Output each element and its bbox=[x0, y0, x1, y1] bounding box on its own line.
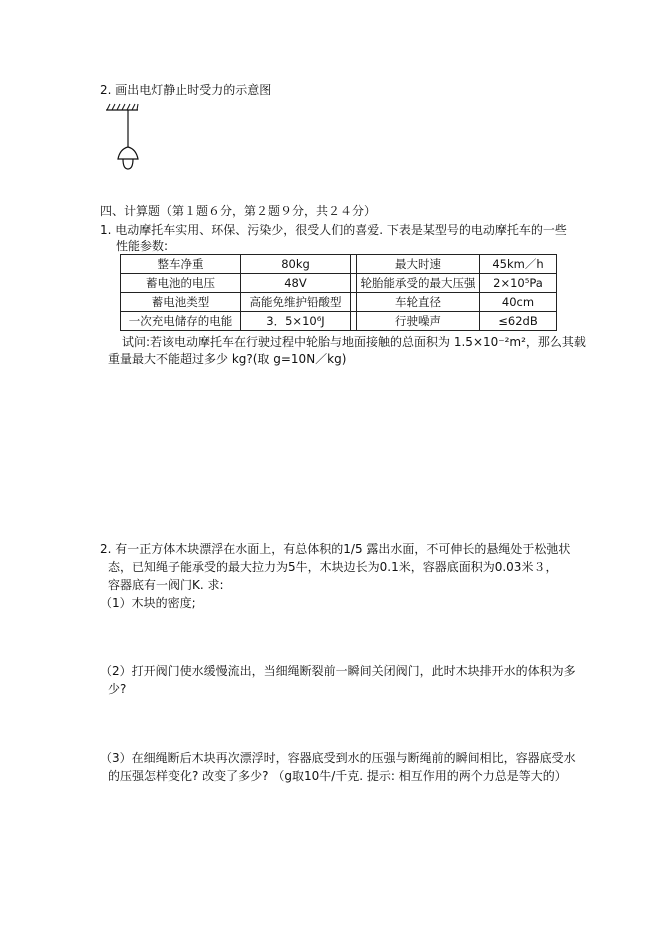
problem2-sub3-line1: （3）在细绳断后木块再次漂浮时，容器底受到水的压强与断绳前的瞬间相比，容器底受水 bbox=[100, 751, 576, 765]
table-row bbox=[121, 274, 557, 293]
problem2-line1: 2. 有一正方体木块漂浮在水面上，有总体积的1/5 露出水面，不可伸长的悬绳处于松弛状 bbox=[100, 542, 571, 556]
table-cell: 高能免维护铅酸型 bbox=[241, 293, 351, 312]
problem2-line3: 容器底有一阀门K. 求: bbox=[108, 578, 224, 592]
table-cell: 3．5×10⁶J bbox=[241, 312, 351, 331]
problem1-question-line1: 试问:若该电动摩托车在行驶过程中轮胎与地面接触的总面积为 1.5×10⁻²m²，那么其载 bbox=[122, 335, 586, 349]
table-cell: 蓄电池的电压 bbox=[121, 274, 241, 293]
q2-draw-title: 2. 画出电灯静止时受力的示意图 bbox=[100, 83, 272, 97]
problem1-line2: 性能参数: bbox=[116, 239, 169, 253]
table-cell: 车轮直径 bbox=[357, 293, 480, 312]
table-cell: 2×10⁵Pa bbox=[480, 274, 557, 293]
table-cell: 蓄电池类型 bbox=[121, 293, 241, 312]
problem2-sub2-line2: 少? bbox=[108, 682, 127, 696]
problem1-line1: 1. 电动摩托车实用、环保、污染少，很受人们的喜爱. 下表是某型号的电动摩托车的一些 bbox=[100, 223, 567, 237]
problem2-sub2-line1: （2）打开阀门使水缓慢流出，当细绳断裂前一瞬间关闭阀门，此时木块排开水的体积为多 bbox=[100, 664, 576, 678]
table-row bbox=[121, 312, 557, 331]
table-cell: 40cm bbox=[480, 293, 557, 312]
table-cell: 80kg bbox=[241, 255, 351, 274]
performance-table bbox=[120, 254, 557, 331]
table-cell: 行驶噪声 bbox=[357, 312, 480, 331]
problem2-sub1: （1）木块的密度; bbox=[100, 596, 196, 610]
problem1-question-line2: 重量最大不能超过多少 kg?(取 g=10N／kg) bbox=[108, 352, 347, 366]
problem2-line2: 态，已知绳子能承受的最大拉力为5牛，木块边长为0.1米，容器底面积为0.03米３， bbox=[108, 560, 558, 574]
table-cell: 48V bbox=[241, 274, 351, 293]
table-row bbox=[121, 293, 557, 312]
table-cell: 轮胎能承受的最大压强 bbox=[357, 274, 480, 293]
table-cell: 整车净重 bbox=[121, 255, 241, 274]
hanging-lamp-icon bbox=[104, 103, 164, 183]
section-heading: 四、计算题（第１题６分，第２题９分，共２４分） bbox=[100, 204, 377, 218]
table-row bbox=[121, 255, 557, 274]
table-cell: ≤62dB bbox=[480, 312, 557, 331]
table-cell: 45km／h bbox=[480, 255, 557, 274]
table-cell: 最大时速 bbox=[357, 255, 480, 274]
problem2-sub3-line2: 的压强怎样变化? 改变了多少? （g取10牛/千克. 提示: 相互作用的两个力总是等大的） bbox=[108, 769, 567, 783]
table-cell: 一次充电储存的电能 bbox=[121, 312, 241, 331]
